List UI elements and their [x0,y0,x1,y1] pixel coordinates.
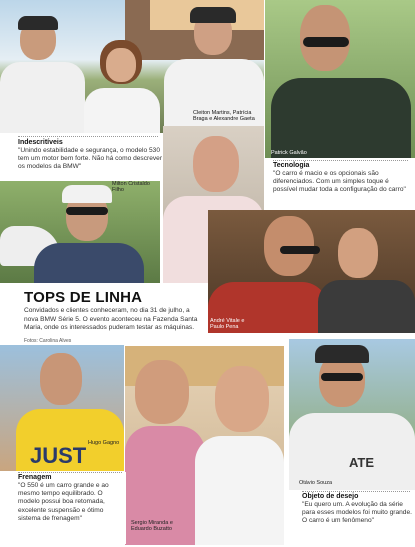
photo-otavio [289,339,415,490]
quote-frenagem [18,472,126,544]
shirt-text: JUST [30,443,87,468]
caption-otavio: Otávio Souza [299,480,333,486]
photo-milton [0,181,160,283]
quote-heading: Frenagem [18,474,52,481]
quote-text: "O 550 é um carro grande e ao mesmo tempo equilibrado. O modelo possui boa retomada, excelente suspensão e ótimo sistema de frenagem" [18,482,109,522]
quote-text: "Unindo estabilidade e segurança, o modelo 530 tem um motor bem forte. Não há como descrever os modelos da BMW" [18,147,163,171]
quote-text: "Eu quero um. A evolução da série para esses modelos foi muito grande. O carro é um fenômeno" [302,501,412,525]
quote-heading: Indescritíveis [18,139,63,146]
person-woman [82,40,162,133]
photo-hugo [0,345,124,471]
photo-andre [208,210,415,333]
caption-milton: Milton Cristaldo Filho [112,181,150,194]
quote-indescritiveis [18,136,168,182]
sunglasses-icon [66,207,108,215]
caption-cleiton: Cleiton Martins, Patrícia Braga e Alexandre Gaeta [193,110,255,123]
article-title: TOPS DE LINHA [24,289,143,306]
photo-patrick [265,0,415,158]
sunglasses-icon [303,37,349,47]
shirt-text: ATE [349,455,375,470]
caption-hugo: Hugo Gagno [88,440,120,446]
caption-andre: André Vitale e Paulo Pena [210,318,245,331]
photo-sergio-eduardo [125,346,284,545]
quote-text: "O carro é macio e os opcionais são diferenciados. Com um simples toque é possível mudar toda a configuração do carro" [273,170,406,194]
photo-credit: Fotos: Carolina Alves [24,338,72,344]
quote-heading: Objeto de desejo [302,493,359,500]
quote-desejo [302,491,414,545]
quote-tecnologia [273,160,413,208]
photo-group-top-left [0,0,264,133]
caption-patrick: Patrick Galvão [271,150,307,156]
quote-heading: Tecnologia [273,162,310,169]
article-intro: Convidados e clientes conheceram, no dia 31 de julho, a nova BMW Série 5. O evento aconteceu na Fazenda Santa Maria, onde os interessados puderam testar as máquinas. [24,307,198,331]
person-left [0,20,85,133]
sunglasses-icon [280,246,320,254]
sunglasses-icon [321,373,363,381]
caption-sergio: Sergio Miranda e Eduardo Buzatto [131,520,173,533]
